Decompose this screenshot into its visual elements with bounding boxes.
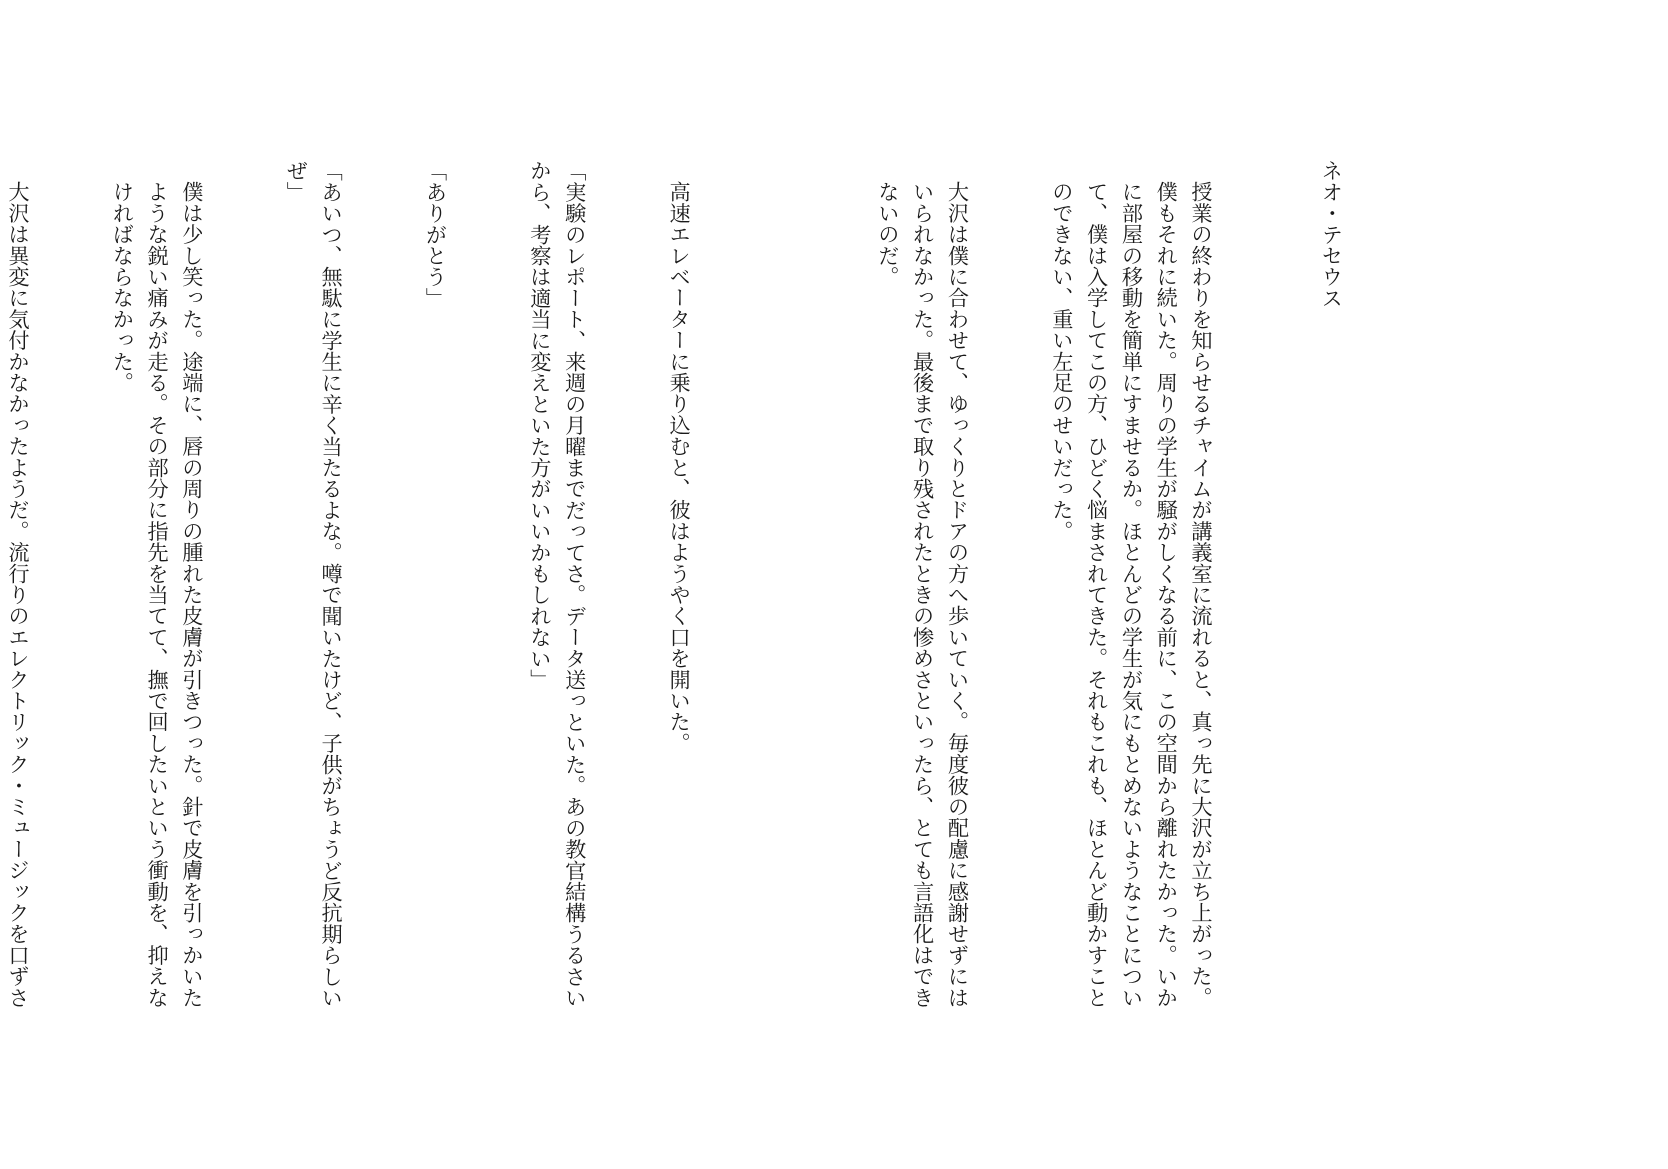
paragraph: 大沢は異変に気付かなかったようだ。流行りのエレクトリック・ミュージックを口ずさ: [5, 181, 31, 1008]
dialogue-line: 「実験のレポート、来週の月曜までだってさ。データ送っといた。あの教官結構うるさいから、考察は適当に変えといた方がいいかもしれない」: [527, 160, 588, 1008]
dialogue-line: 「ありがとう」: [423, 160, 449, 309]
paragraph: 僕は少し笑った。途端に、唇の周りの腫れた皮膚が引きつった。針で皮膚を引っかいたような鋭い痛みが走る。その部分に指先を当てて、撫で回したいという衝動を、抑えなければならなかった。: [110, 181, 205, 1008]
blank-line: [766, 160, 801, 1015]
paragraph: 高速エレベーターに乗り込むと、彼はようやく口を開いた。: [667, 181, 693, 754]
paragraph: 授業の終わりを知らせるチャイムが講義室に流れると、真っ先に大沢が立ち上がった。僕もそれに続いた。周りの学生が騒がしくなる前に、この空間から離れたかった。いかに部屋の移動を簡単にすませるか。ほとんどの学生が気にもとめないようなことについて、僕は入学してこの方、ひどく悩まされてきた。それもこれも、ほとんど動かすことのできない、重い左足のせいだった。: [1049, 181, 1215, 1008]
paragraph: 大沢は僕に合わせて、ゆっくりとドアの方へ歩いていく。毎度彼の配慮に感謝せずにはいられなかった。最後まで取り残されたときの惨めさといったら、とても言語化はできないのだ。: [875, 181, 971, 1008]
vertical-text-body: [0, 160, 1418, 1015]
dialogue-line: 「あいつ、無駄に学生に辛く当たるよな。噂で聞いたけど、子供がちょうど反抗期らしいぜ」: [284, 160, 345, 1008]
document-title: ネオ・テセウス: [1319, 160, 1345, 309]
